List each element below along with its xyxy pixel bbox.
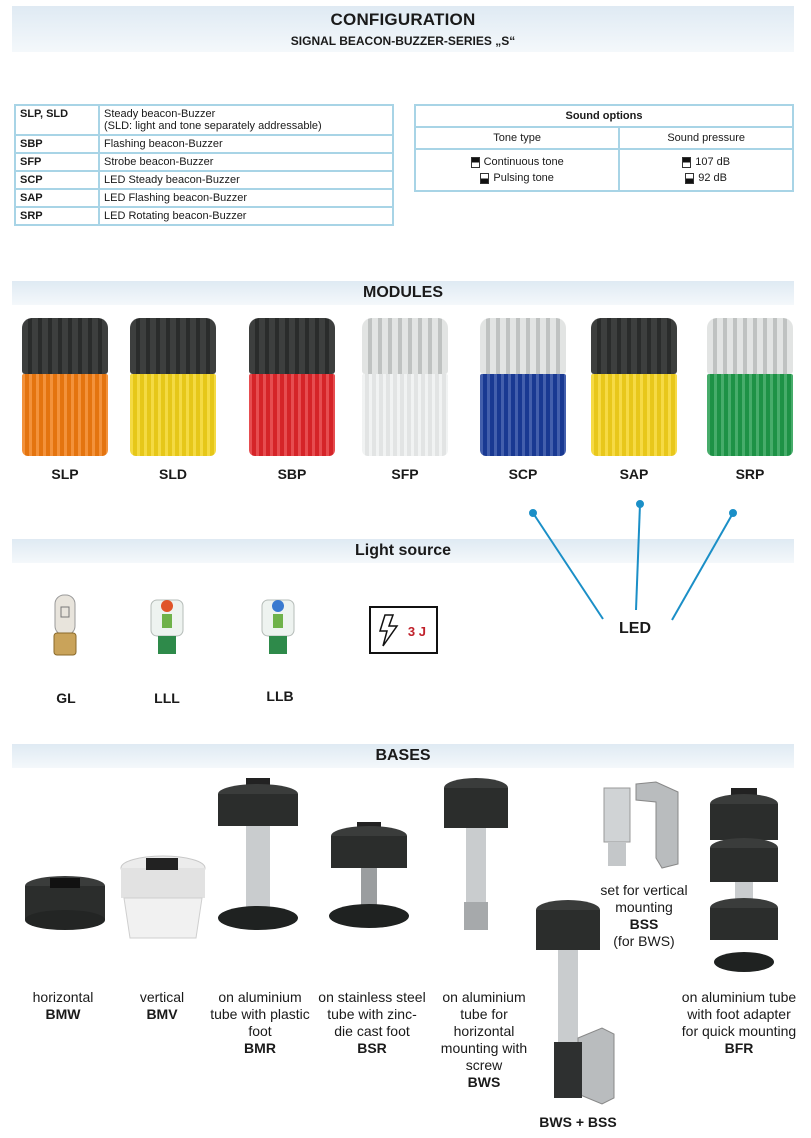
module-label: SLD xyxy=(159,466,187,482)
module-label: SBP xyxy=(277,466,307,482)
bfr-base-icon xyxy=(707,788,781,979)
bss-set-label xyxy=(590,882,698,950)
bmw-label xyxy=(10,989,116,1023)
bss-code: BSS xyxy=(629,916,659,932)
impact-rating-box xyxy=(369,606,438,654)
bases-band xyxy=(12,744,794,768)
variant-code: SAP xyxy=(15,189,99,207)
bfr-code: BFR xyxy=(724,1040,754,1056)
tone-label: Continuous tone xyxy=(483,156,564,168)
variant-desc: Flashing beacon-Buzzer xyxy=(99,135,393,153)
variant-desc: LED Rotating beacon-Buzzer xyxy=(99,207,393,225)
bmr-desc: on aluminium tube with plastic foot xyxy=(210,989,310,1039)
bws-desc: on aluminium tube for horizontal mounting with screw xyxy=(440,989,528,1073)
bws-code: BWS xyxy=(467,1074,501,1090)
bsr-code: BSR xyxy=(357,1040,387,1056)
bmw-desc: horizontal xyxy=(32,989,94,1005)
variant-desc-text: Steady beacon-Buzzer xyxy=(104,108,216,120)
gl-bulb-icon xyxy=(49,593,81,668)
module-label: SFP xyxy=(391,466,419,482)
pressure-label: 107 dB xyxy=(695,156,731,168)
variant-note: (SLD: light and tone separately addressable) xyxy=(104,120,322,132)
bws-label xyxy=(428,989,540,1091)
variant-code: SLP, SLD xyxy=(15,105,99,135)
bsr-base-icon xyxy=(327,822,411,939)
variant-code: SRP xyxy=(15,207,99,225)
bmv-desc: vertical xyxy=(139,989,185,1005)
module-label: SLP xyxy=(51,466,79,482)
llb-led-icon xyxy=(258,596,298,663)
llb-label: LLB xyxy=(266,688,294,704)
bmv-base-icon xyxy=(118,852,208,947)
led-label: LED xyxy=(619,620,651,637)
bws-base-icon xyxy=(441,776,511,937)
variant-desc: Strobe beacon-Buzzer xyxy=(99,153,393,171)
pressure-label: 92 dB xyxy=(698,172,728,184)
sound-pressure-header: Sound pressure xyxy=(619,127,793,149)
page-subtitle: SIGNAL BEACON-BUZZER-SERIES „S“ xyxy=(290,34,516,48)
variant-desc: LED Steady beacon-Buzzer xyxy=(99,171,393,189)
tone-label: Pulsing tone xyxy=(493,172,554,184)
bss-set-icon xyxy=(596,778,686,875)
bws-bss-combo-label: BWS + BSS xyxy=(539,1114,617,1130)
bmr-label xyxy=(204,989,316,1057)
variant-desc: LED Flashing beacon-Buzzer xyxy=(99,189,393,207)
bmr-base-icon xyxy=(216,778,300,943)
impact-rating: 3 J xyxy=(407,624,426,639)
variant-code: SBP xyxy=(15,135,99,153)
bss-note: (for BWS) xyxy=(613,933,675,949)
variant-code: SFP xyxy=(15,153,99,171)
module-label: SCP xyxy=(508,466,538,482)
lll-led-icon xyxy=(147,596,187,663)
modules-title: MODULES xyxy=(363,284,443,301)
variant-code: SCP xyxy=(15,171,99,189)
tone-type-header: Tone type xyxy=(415,127,619,149)
module-label: SAP xyxy=(619,466,649,482)
bmw-base-icon xyxy=(22,874,108,939)
bss-desc: set for vertical mounting xyxy=(600,882,688,915)
bmw-code: BMW xyxy=(45,1006,81,1022)
light-source-title: Light source xyxy=(354,542,451,559)
sound-options-title: Sound options xyxy=(415,105,793,127)
gl-label: GL xyxy=(56,690,76,706)
bfr-label xyxy=(680,989,798,1057)
lightning-icon xyxy=(375,612,405,650)
bsr-desc: on stainless steel tube with zinc-die cast foot xyxy=(318,989,426,1039)
bases-title: BASES xyxy=(375,747,431,764)
bmr-code: BMR xyxy=(244,1040,276,1056)
module-label: SRP xyxy=(735,466,765,482)
lll-label: LLL xyxy=(154,690,180,706)
bfr-desc: on aluminium tube with foot adapter for quick mounting xyxy=(681,989,797,1039)
bmv-label xyxy=(122,989,202,1023)
bmv-code: BMV xyxy=(146,1006,178,1022)
page-title: CONFIGURATION xyxy=(330,10,476,29)
bsr-label xyxy=(318,989,426,1057)
